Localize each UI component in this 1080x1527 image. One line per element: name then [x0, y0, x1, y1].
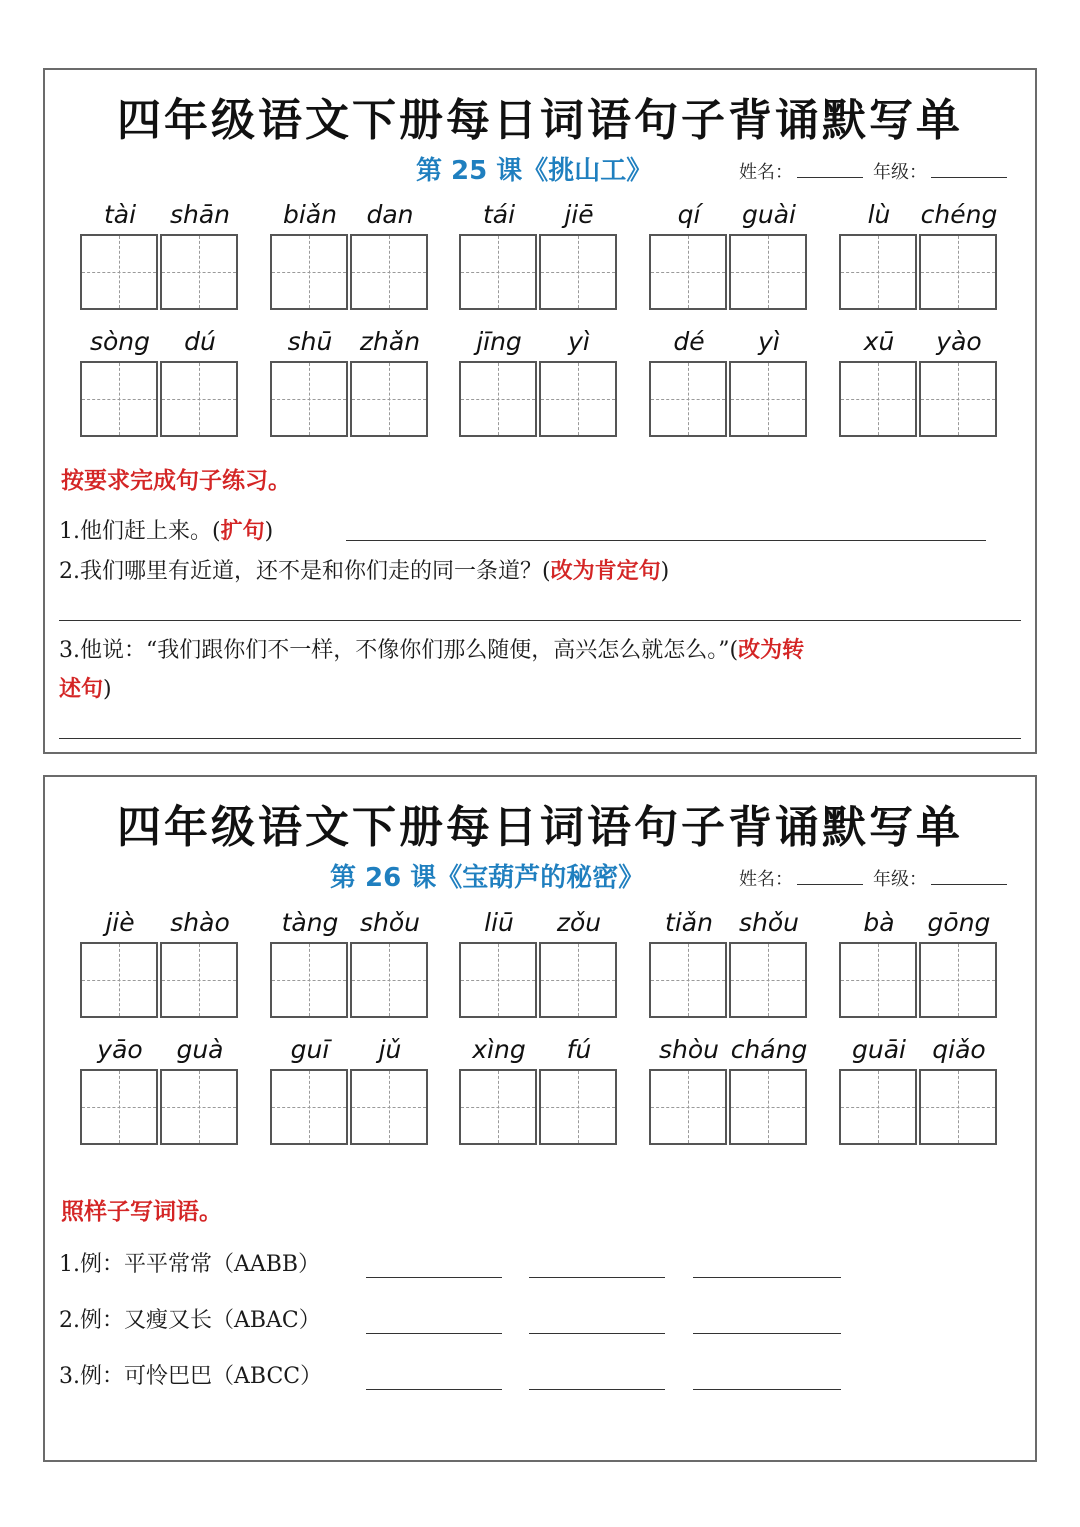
worksheet-lesson-26	[43, 775, 1037, 1462]
pinyin: shǒu	[359, 908, 420, 937]
pinyin: qiǎo	[932, 1035, 986, 1064]
pinyin: tái	[482, 200, 516, 229]
grade-blank[interactable]	[931, 871, 1007, 885]
answer-blank[interactable]	[693, 1333, 841, 1334]
word-item	[80, 327, 240, 445]
word-item	[649, 200, 809, 318]
grade-label: 年级：	[873, 162, 927, 183]
name-blank[interactable]	[797, 871, 863, 885]
character-box[interactable]	[160, 234, 238, 310]
answer-line-2[interactable]	[59, 620, 1021, 621]
worksheet-lesson-25	[43, 68, 1037, 754]
word-item	[80, 1035, 240, 1153]
question-requirement: 改为肯定句	[550, 558, 661, 584]
character-box[interactable]	[80, 234, 158, 310]
character-box[interactable]	[459, 942, 537, 1018]
pinyin: guāi	[852, 1035, 906, 1064]
question-text: 3.他说：“我们跟你们不一样，不像你们那么随便，高兴怎么就怎么。”(	[59, 638, 739, 663]
character-box[interactable]	[270, 942, 348, 1018]
example-3: 3.例：可怜巴巴（ABCC）	[59, 1364, 323, 1389]
character-box[interactable]	[839, 234, 917, 310]
pinyin: xū	[863, 327, 895, 356]
question-text: 2.我们哪里有近道，还不是和你们走的同一条道？(	[59, 559, 551, 584]
character-box[interactable]	[350, 234, 428, 310]
word-item	[270, 908, 430, 1026]
answer-blank[interactable]	[366, 1277, 502, 1278]
pinyin: jiè	[105, 908, 135, 937]
lesson-title: 第 26 课《宝葫芦的秘密》	[330, 863, 645, 893]
character-box[interactable]	[919, 361, 997, 437]
grade-label: 年级：	[873, 869, 927, 890]
pinyin: guà	[176, 1035, 224, 1064]
name-label: 姓名：	[739, 869, 793, 890]
pinyin: shū	[287, 327, 333, 356]
pinyin: dé	[673, 327, 705, 356]
character-box[interactable]	[839, 1069, 917, 1145]
character-box[interactable]	[539, 1069, 617, 1145]
pinyin: sòng	[89, 327, 151, 356]
character-box[interactable]	[919, 942, 997, 1018]
answer-blank[interactable]	[693, 1389, 841, 1390]
page-title: 四年级语文下册每日词语句子背诵默写单	[117, 802, 963, 853]
pinyin: jǔ	[378, 1035, 402, 1064]
word-item	[649, 327, 809, 445]
answer-blank[interactable]	[366, 1389, 502, 1390]
answer-blank[interactable]	[693, 1277, 841, 1278]
character-box[interactable]	[160, 361, 238, 437]
name-label: 姓名：	[739, 162, 793, 183]
character-box[interactable]	[649, 234, 727, 310]
answer-line-1[interactable]	[346, 540, 986, 541]
character-box[interactable]	[729, 361, 807, 437]
pinyin: guài	[742, 200, 796, 229]
pinyin: tài	[103, 200, 137, 229]
answer-blank[interactable]	[529, 1333, 665, 1334]
pinyin: yì	[758, 327, 780, 356]
grade-blank[interactable]	[931, 164, 1007, 178]
character-box[interactable]	[459, 1069, 537, 1145]
character-box[interactable]	[350, 1069, 428, 1145]
question-text: 1.他们赶上来。(	[59, 519, 221, 544]
word-item	[649, 1035, 809, 1153]
pinyin: liū	[484, 908, 514, 937]
word-item	[649, 908, 809, 1026]
example-1: 1.例：平平常常（AABB）	[59, 1252, 321, 1277]
example-2: 2.例：又瘦又长（ABAC）	[59, 1308, 321, 1333]
pinyin: guī	[290, 1035, 330, 1064]
character-box[interactable]	[350, 942, 428, 1018]
character-box[interactable]	[459, 234, 537, 310]
pinyin: tiǎn	[665, 908, 713, 937]
question-2	[59, 554, 669, 585]
character-box[interactable]	[919, 234, 997, 310]
answer-line-3[interactable]	[59, 738, 1021, 739]
question-close: )	[264, 519, 274, 544]
word-item	[80, 908, 240, 1026]
character-box[interactable]	[539, 942, 617, 1018]
answer-blank[interactable]	[529, 1389, 665, 1390]
name-grade-fields	[739, 158, 1007, 184]
page-title: 四年级语文下册每日词语句子背诵默写单	[117, 95, 963, 146]
character-box[interactable]	[459, 361, 537, 437]
character-box[interactable]	[729, 234, 807, 310]
character-box[interactable]	[729, 942, 807, 1018]
answer-blank[interactable]	[366, 1333, 502, 1334]
section-title: 照样子写词语。	[61, 1198, 222, 1225]
pinyin: zǒu	[556, 908, 602, 937]
pinyin: shǒu	[738, 908, 799, 937]
character-box[interactable]	[839, 361, 917, 437]
pinyin: lù	[867, 200, 891, 229]
character-box[interactable]	[270, 234, 348, 310]
pinyin: qí	[677, 200, 701, 229]
character-box[interactable]	[539, 361, 617, 437]
word-item	[270, 327, 430, 445]
name-grade-fields	[739, 865, 1007, 891]
word-item	[839, 200, 999, 318]
character-box[interactable]	[649, 361, 727, 437]
character-box[interactable]	[270, 1069, 348, 1145]
word-item	[839, 908, 999, 1026]
pinyin: tàng	[281, 908, 339, 937]
pinyin: cháng	[730, 1035, 808, 1064]
word-item	[459, 1035, 619, 1153]
character-box[interactable]	[919, 1069, 997, 1145]
answer-blank[interactable]	[529, 1277, 665, 1278]
pinyin: shān	[169, 200, 231, 229]
pinyin: dan	[366, 200, 414, 229]
word-item	[459, 327, 619, 445]
section-title: 按要求完成句子练习。	[61, 467, 291, 494]
pinyin: chéng	[920, 200, 998, 229]
character-box[interactable]	[80, 1069, 158, 1145]
pinyin: bà	[863, 908, 895, 937]
pinyin: zhǎn	[359, 327, 421, 356]
word-item	[459, 200, 619, 318]
question-requirement: 扩句	[220, 518, 265, 544]
lesson-title: 第 25 课《挑山工》	[416, 156, 653, 186]
word-item	[839, 1035, 999, 1153]
pinyin: yì	[568, 327, 590, 356]
pinyin: jiē	[564, 200, 594, 229]
character-box[interactable]	[839, 942, 917, 1018]
word-item	[270, 200, 430, 318]
name-blank[interactable]	[797, 164, 863, 178]
question-close: )	[103, 677, 112, 702]
character-box[interactable]	[539, 234, 617, 310]
character-box[interactable]	[80, 942, 158, 1018]
character-box[interactable]	[270, 361, 348, 437]
pinyin: yào	[936, 327, 982, 356]
pinyin: fú	[566, 1035, 592, 1064]
question-1	[59, 514, 273, 545]
pinyin: biǎn	[283, 200, 337, 229]
character-box[interactable]	[729, 1069, 807, 1145]
character-box[interactable]	[350, 361, 428, 437]
question-close: )	[660, 559, 670, 584]
pinyin: jīng	[476, 327, 522, 356]
pinyin: shòu	[658, 1035, 719, 1064]
character-box[interactable]	[649, 942, 727, 1018]
character-box[interactable]	[80, 361, 158, 437]
word-item	[80, 200, 240, 318]
question-requirement: 述句	[59, 676, 104, 702]
pinyin: xìng	[472, 1035, 526, 1064]
word-item	[270, 1035, 430, 1153]
pinyin: yāo	[97, 1035, 143, 1064]
pinyin: gōng	[927, 908, 991, 937]
word-item	[459, 908, 619, 1026]
question-3-continued	[59, 672, 112, 703]
question-3	[59, 633, 804, 664]
pinyin: shào	[170, 908, 230, 937]
word-item	[839, 327, 999, 445]
pinyin: dú	[184, 327, 216, 356]
question-requirement: 改为转	[738, 637, 805, 663]
character-box[interactable]	[160, 942, 238, 1018]
character-box[interactable]	[160, 1069, 238, 1145]
character-box[interactable]	[649, 1069, 727, 1145]
